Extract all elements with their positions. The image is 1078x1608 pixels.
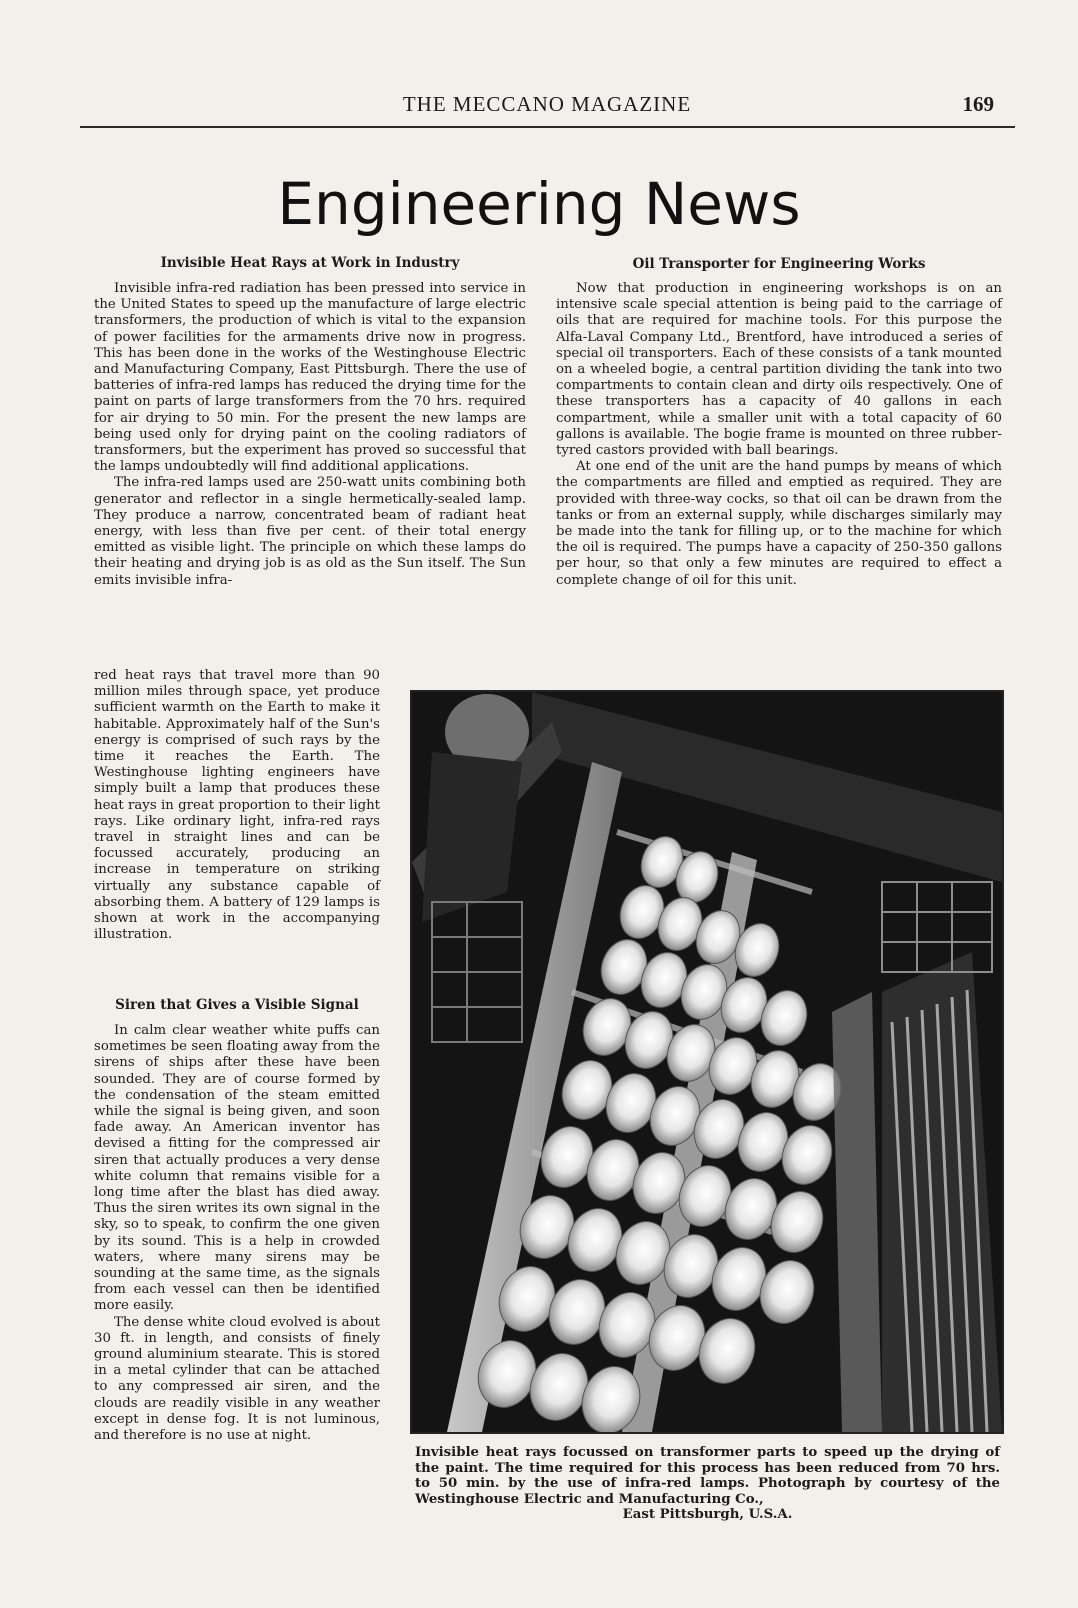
photo-caption-last-line: East Pittsburgh, U.S.A. (622, 1507, 793, 1523)
oil-transporter-paragraph-1: Now that production in engineering workshops is on an intensive scale special attention is being paid to the carriage of oils that are required for machine tools. For this purpose the Alfa-Laval Company Ltd., Brentford, have introduced a series of special oil transporters. Each of these consists of a tank mounted on a wheeled bogie, a central partition dividing the tank into two compartments to contain clean and dirty oils respectively. One of these transporters has a capacity of 40 gallons in each compartment, while a smaller unit with a total capacity of 60 gallons is available. The bogie frame is mounted on three rubber-tyred castors provided with ball bearings. (556, 281, 1002, 459)
page-title: Engineering News (277, 170, 801, 238)
header-rule (80, 126, 1015, 128)
page-number: 169 (962, 92, 994, 116)
infra-red-body (94, 281, 526, 589)
infra-red-continuation (94, 668, 380, 943)
siren-paragraph-1: In calm clear weather white puffs can sometimes be seen floating away from the sirens of ships after these have been sounded. They are of course formed by the condensation of the steam emitted while the signal is being given, and soon fade away. An American inventor has devised a fitting for the compressed air siren that actually produces a very dense white column that remains visible for a long time after the blast has died away. Thus the siren writes its own signal in the sky, so to speak, to confirm the one given by its sound. This is a help in crowded waters, where many sirens may be sounding at the same time, as the signals from each vessel can then be identified more easily. (94, 1023, 380, 1314)
siren-heading: Siren that Gives a Visible Signal (115, 997, 359, 1013)
magazine-title: THE MECCANO MAGAZINE (402, 92, 692, 116)
oil-transporter-paragraph-2: At one end of the unit are the hand pumps by means of which the compartments are filled and emptied as required. They are provided with three-way cocks, so that oil can be drawn from the tanks or from an external supply, while discharges similarly may be made into the tank for filling up, or to the machine for which the oil is required. The pumps have a capacity of 250-350 gallons per hour, so that only a few minutes are required to effect a complete change of oil for this unit. (556, 459, 1002, 588)
oil-transporter-body (556, 281, 1002, 589)
photo-caption (415, 1445, 1000, 1523)
oil-transporter-heading: Oil Transporter for Engineering Works (632, 256, 926, 272)
infra-red-paragraph-2: The infra-red lamps used are 250-watt units combining both generator and reflector in a single hermetically-sealed lamp. They produce a narrow, concentrated beam of radiant heat energy, with less than five per cent. of their total energy emitted as visible light. The principle on which these lamps do their heating and drying job is as old as the Sun itself. The Sun emits invisible infra- (94, 475, 526, 588)
infra-red-lamps-photo (410, 690, 1004, 1434)
infra-red-continuation-text: red heat rays that travel more than 90 million miles through space, yet produce sufficient warmth on the Earth to make it habitable. Approximately half of the Sun's energy is comprised of such rays by the time it reaches the Earth. The Westinghouse lighting engineers have simply built a lamp that produces these heat rays in great proportion to their light rays. Like ordinary light, infra-red rays travel in straight lines and can be focussed accurately, producing an increase in temperature on striking virtually any substance capable of absorbing them. A battery of 129 lamps is shown at work in the accompanying illustration. (94, 668, 380, 943)
infra-red-heading: Invisible Heat Rays at Work in Industry (160, 255, 460, 271)
photo-caption-main: Invisible heat rays focussed on transformer parts to speed up the drying of the paint. The time required for this process has been reduced from 70 hrs. to 50 min. by the use of infra-red lamps. Photograph by courtesy of the Westinghouse Electric and Manufacturing Co., (415, 1445, 1000, 1507)
photo-illustration (412, 692, 1002, 1432)
siren-paragraph-2: The dense white cloud evolved is about 30 ft. in length, and consists of finely ground aluminium stearate. This is stored in a metal cylinder that can be attached to any compressed air siren, and the clouds are readily visible in any weather except in dense fog. It is not luminous, and therefore is no use at night. (94, 1314, 380, 1444)
running-head (82, 92, 1012, 122)
infra-red-paragraph-1: Invisible infra-red radiation has been pressed into service in the United States to speed up the manufacture of large electric transformers, the production of which is vital to the expansion of power facilities for the armaments drive now in progress. This has been done in the works of the Westinghouse Electric and Manufacturing Company, East Pittsburgh. There the use of batteries of infra-red lamps has reduced the drying time for the paint on parts of large transformers from the 70 hrs. required for air drying to 50 min. For the present the new lamps are being used only for drying paint on the cooling radiators of transformers, but the experiment has proved so successful that the lamps undoubtedly will find additional applications. (94, 281, 526, 475)
siren-body (94, 1023, 380, 1444)
